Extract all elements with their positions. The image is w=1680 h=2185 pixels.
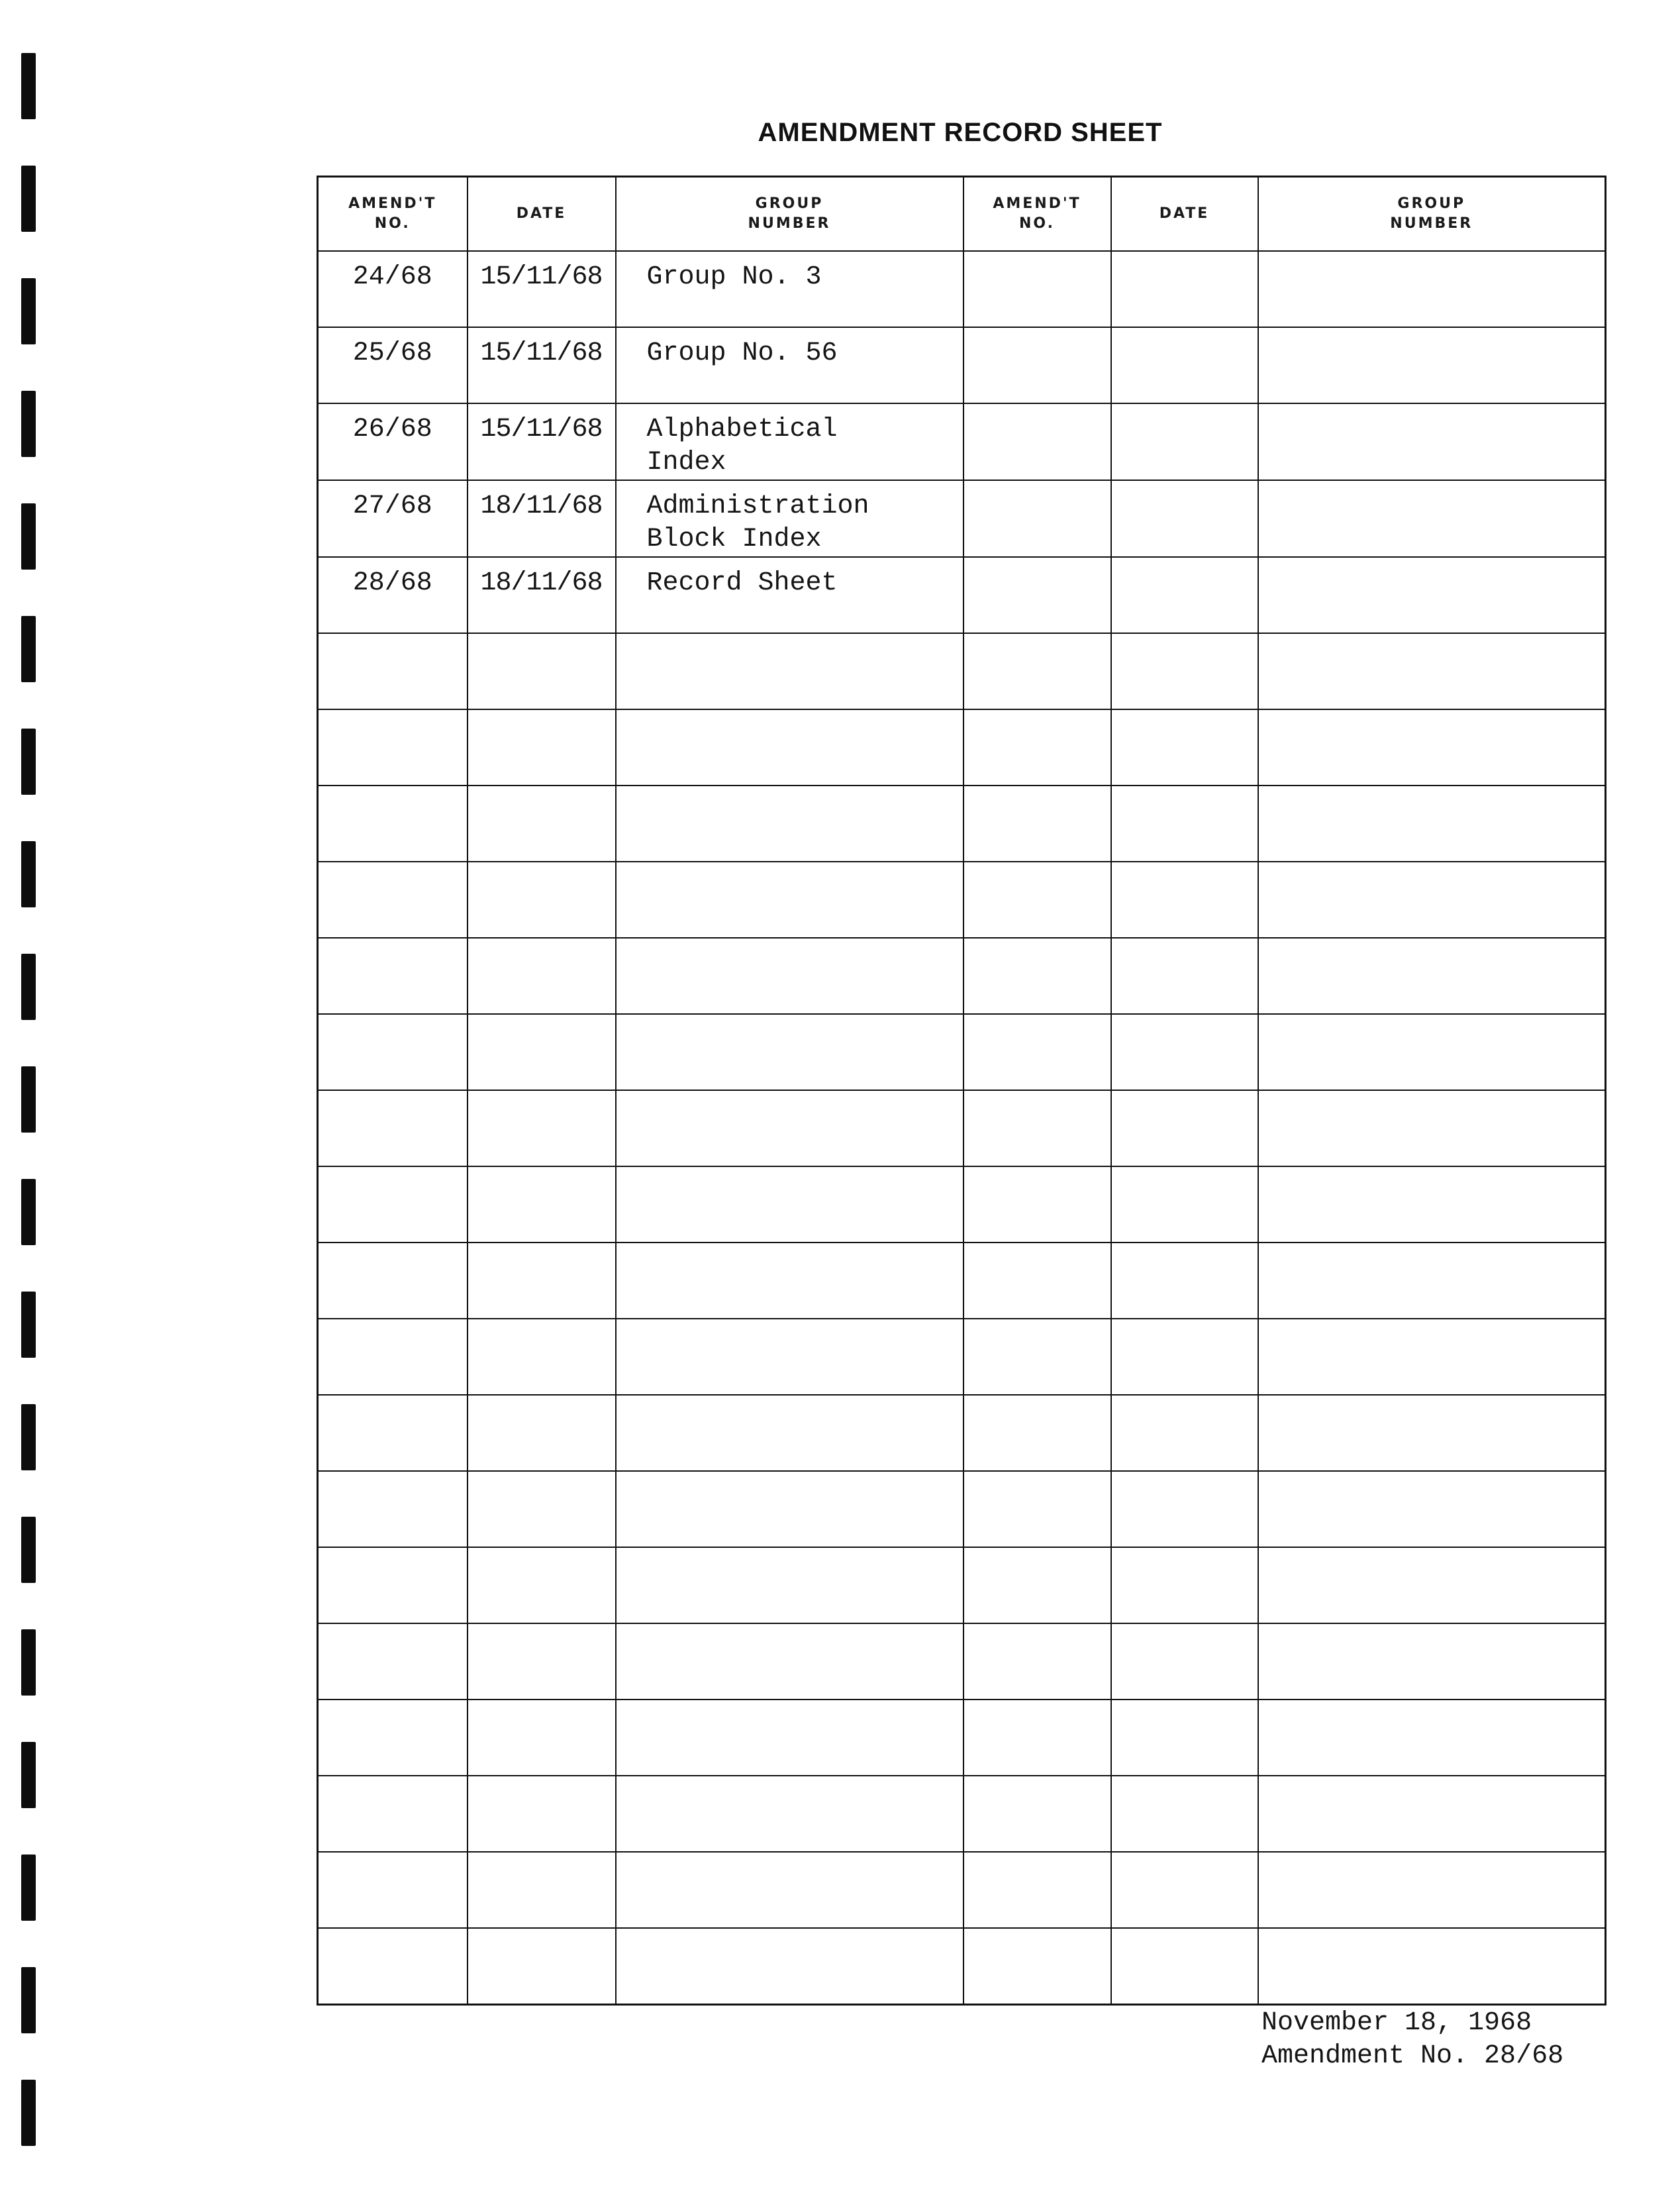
amend-no-cell-text: 27/68	[352, 491, 432, 521]
date-cell	[468, 403, 616, 480]
amend-no-cell-2	[964, 403, 1111, 480]
date-cell	[468, 1471, 616, 1547]
group-number-cell	[616, 1471, 964, 1547]
footer-date: November 18, 1968	[1261, 2008, 1532, 2038]
date-cell	[468, 1166, 616, 1243]
date-cell-2	[1111, 1700, 1258, 1776]
group-number-cell	[616, 786, 964, 862]
table-row	[318, 709, 1606, 786]
group-number-cell-2	[1258, 1090, 1606, 1166]
amend-no-cell-2	[964, 633, 1111, 709]
binding-hole	[21, 278, 36, 344]
group-number-cell-2	[1258, 403, 1606, 480]
date-cell-2	[1111, 1319, 1258, 1395]
amend-no-cell	[318, 1928, 468, 2005]
amend-no-cell	[318, 557, 468, 633]
amend-no-cell	[318, 1471, 468, 1547]
date-cell	[468, 938, 616, 1014]
table-row	[318, 557, 1606, 633]
binding-hole	[21, 954, 36, 1020]
group-number-cell	[616, 938, 964, 1014]
group-number-cell	[616, 633, 964, 709]
amend-no-cell	[318, 251, 468, 327]
date-cell-2	[1111, 709, 1258, 786]
group-number-cell-2	[1258, 1014, 1606, 1090]
binding-hole	[21, 503, 36, 570]
group-number-cell	[616, 1395, 964, 1471]
amend-no-cell-2	[964, 862, 1111, 938]
group-number-cell-2	[1258, 786, 1606, 862]
group-number-cell	[616, 1776, 964, 1852]
date-cell-text: 15/11/68	[480, 262, 603, 292]
amend-no-cell-2	[964, 938, 1111, 1014]
amend-no-cell-2	[964, 1395, 1111, 1471]
group-number-cell	[616, 251, 964, 327]
group-number-cell	[616, 1700, 964, 1776]
column-header-group-number-2: GROUP NUMBER	[1258, 177, 1606, 252]
binding-hole	[21, 1404, 36, 1470]
date-cell	[468, 1852, 616, 1928]
amend-no-cell-2	[964, 1700, 1111, 1776]
group-number-cell-2	[1258, 327, 1606, 403]
amend-no-cell-2	[964, 327, 1111, 403]
amend-no-cell	[318, 633, 468, 709]
amend-no-cell	[318, 786, 468, 862]
table-row	[318, 633, 1606, 709]
date-cell	[468, 1623, 616, 1700]
binding-hole	[21, 391, 36, 457]
amend-no-cell	[318, 862, 468, 938]
date-cell	[468, 1014, 616, 1090]
group-number-cell-2	[1258, 251, 1606, 327]
date-cell-text: 18/11/68	[480, 491, 603, 521]
group-number-cell-2	[1258, 1623, 1606, 1700]
group-number-cell-text: Record Sheet	[646, 568, 838, 598]
date-cell	[468, 709, 616, 786]
table-body	[318, 251, 1606, 2005]
amend-no-cell	[318, 1700, 468, 1776]
amend-no-cell	[318, 1319, 468, 1395]
group-number-cell-2	[1258, 1471, 1606, 1547]
date-cell-2	[1111, 480, 1258, 557]
table-row	[318, 1243, 1606, 1319]
column-header-amend-no-2: AMEND'T NO.	[964, 177, 1111, 252]
amend-no-cell-text: 24/68	[352, 262, 432, 292]
binding-hole	[21, 841, 36, 907]
binding-hole	[21, 166, 36, 232]
amend-no-cell	[318, 709, 468, 786]
amend-no-cell-text: 25/68	[352, 338, 432, 368]
amend-no-cell	[318, 1090, 468, 1166]
date-cell-2	[1111, 1547, 1258, 1623]
group-number-cell	[616, 1243, 964, 1319]
date-cell-2	[1111, 1928, 1258, 2005]
binding-hole	[21, 1066, 36, 1133]
group-number-cell	[616, 1319, 964, 1395]
table-row	[318, 1547, 1606, 1623]
group-number-cell-2	[1258, 1776, 1606, 1852]
table-row	[318, 938, 1606, 1014]
table-row	[318, 862, 1606, 938]
amend-no-cell	[318, 1395, 468, 1471]
column-header-group-number: GROUP NUMBER	[616, 177, 964, 252]
table-row	[318, 1395, 1606, 1471]
group-number-cell-2	[1258, 938, 1606, 1014]
group-number-cell-2	[1258, 1166, 1606, 1243]
date-cell-2	[1111, 1014, 1258, 1090]
amend-no-cell	[318, 327, 468, 403]
amendment-record-table	[317, 176, 1606, 2006]
footer-amendment-number: Amendment No. 28/68	[1261, 2041, 1564, 2071]
table-row	[318, 1852, 1606, 1928]
amend-no-cell-text: 28/68	[352, 568, 432, 598]
column-header-date-2: DATE	[1111, 177, 1258, 252]
group-number-cell-2	[1258, 557, 1606, 633]
amend-no-cell	[318, 1547, 468, 1623]
amend-no-cell	[318, 1243, 468, 1319]
date-cell	[468, 1319, 616, 1395]
amend-no-cell-2	[964, 709, 1111, 786]
amend-no-cell	[318, 480, 468, 557]
amend-no-cell-2	[964, 251, 1111, 327]
date-cell-2	[1111, 1090, 1258, 1166]
group-number-cell-text: Alphabetical Index	[646, 415, 838, 478]
table-row	[318, 403, 1606, 480]
page-title: AMENDMENT RECORD SHEET	[758, 118, 1163, 147]
date-cell-2	[1111, 862, 1258, 938]
table-row	[318, 1471, 1606, 1547]
amend-no-cell-2	[964, 1776, 1111, 1852]
group-number-cell	[616, 862, 964, 938]
date-cell-text: 15/11/68	[480, 338, 603, 368]
group-number-cell	[616, 1928, 964, 2005]
table-row	[318, 1319, 1606, 1395]
column-header-amend-no: AMEND'T NO.	[318, 177, 468, 252]
group-number-cell	[616, 327, 964, 403]
date-cell	[468, 786, 616, 862]
group-number-cell	[616, 1090, 964, 1166]
date-cell-text: 18/11/68	[480, 568, 603, 598]
date-cell	[468, 1776, 616, 1852]
group-number-cell	[616, 1014, 964, 1090]
table-row	[318, 1090, 1606, 1166]
binding-hole	[21, 53, 36, 119]
group-number-cell-2	[1258, 862, 1606, 938]
group-number-cell-2	[1258, 1547, 1606, 1623]
group-number-cell-2	[1258, 709, 1606, 786]
footer-note	[1261, 2007, 1563, 2073]
table-row	[318, 1700, 1606, 1776]
date-cell	[468, 1243, 616, 1319]
table-header-row	[318, 177, 1606, 252]
table-row	[318, 327, 1606, 403]
column-header-date: DATE	[468, 177, 616, 252]
date-cell-2	[1111, 1243, 1258, 1319]
group-number-cell-2	[1258, 480, 1606, 557]
table-row	[318, 1623, 1606, 1700]
binding-hole	[21, 1967, 36, 2033]
amend-no-cell-2	[964, 1471, 1111, 1547]
date-cell	[468, 327, 616, 403]
amend-no-cell-2	[964, 1623, 1111, 1700]
binding-hole	[21, 1855, 36, 1921]
date-cell-2	[1111, 1471, 1258, 1547]
table-row	[318, 786, 1606, 862]
table-row	[318, 251, 1606, 327]
date-cell	[468, 1700, 616, 1776]
amend-no-cell-2	[964, 1928, 1111, 2005]
date-cell	[468, 557, 616, 633]
amend-no-cell	[318, 938, 468, 1014]
amend-no-cell-text: 26/68	[352, 415, 432, 444]
date-cell	[468, 633, 616, 709]
amend-no-cell-2	[964, 1166, 1111, 1243]
table-row	[318, 1166, 1606, 1243]
group-number-cell	[616, 403, 964, 480]
amend-no-cell-2	[964, 1014, 1111, 1090]
date-cell-2	[1111, 1166, 1258, 1243]
amend-no-cell-2	[964, 480, 1111, 557]
date-cell-2	[1111, 938, 1258, 1014]
group-number-cell	[616, 1852, 964, 1928]
binding-hole	[21, 1742, 36, 1808]
binding-hole	[21, 1629, 36, 1696]
table-row	[318, 1928, 1606, 2005]
group-number-cell-2	[1258, 1319, 1606, 1395]
binding-hole	[21, 2080, 36, 2146]
date-cell	[468, 1395, 616, 1471]
amend-no-cell-2	[964, 1243, 1111, 1319]
group-number-cell-text: Group No. 3	[646, 262, 822, 292]
group-number-cell-2	[1258, 1243, 1606, 1319]
date-cell-2	[1111, 1395, 1258, 1471]
amend-no-cell-2	[964, 786, 1111, 862]
date-cell-2	[1111, 1776, 1258, 1852]
binding-hole	[21, 616, 36, 682]
group-number-cell-2	[1258, 1700, 1606, 1776]
binding-hole	[21, 1179, 36, 1245]
date-cell-2	[1111, 1623, 1258, 1700]
table-row	[318, 480, 1606, 557]
date-cell-2	[1111, 786, 1258, 862]
group-number-cell	[616, 480, 964, 557]
amend-no-cell	[318, 1852, 468, 1928]
table-row	[318, 1014, 1606, 1090]
date-cell-2	[1111, 633, 1258, 709]
table-row	[318, 1776, 1606, 1852]
amend-no-cell-2	[964, 557, 1111, 633]
amend-no-cell-2	[964, 1547, 1111, 1623]
group-number-cell	[616, 1547, 964, 1623]
amend-no-cell	[318, 403, 468, 480]
date-cell-text: 15/11/68	[480, 415, 603, 444]
date-cell-2	[1111, 557, 1258, 633]
date-cell	[468, 480, 616, 557]
binding-hole	[21, 1517, 36, 1583]
date-cell-2	[1111, 403, 1258, 480]
amend-no-cell-2	[964, 1090, 1111, 1166]
date-cell	[468, 1928, 616, 2005]
amend-no-cell	[318, 1014, 468, 1090]
amend-no-cell	[318, 1166, 468, 1243]
binding-hole	[21, 729, 36, 795]
amend-no-cell-2	[964, 1319, 1111, 1395]
group-number-cell	[616, 1166, 964, 1243]
group-number-cell-2	[1258, 1395, 1606, 1471]
date-cell	[468, 251, 616, 327]
binding-hole	[21, 1292, 36, 1358]
group-number-cell-text: Group No. 56	[646, 338, 838, 368]
date-cell	[468, 1547, 616, 1623]
date-cell-2	[1111, 251, 1258, 327]
group-number-cell-text: Administration Block Index	[646, 491, 869, 554]
amend-no-cell-2	[964, 1852, 1111, 1928]
date-cell	[468, 1090, 616, 1166]
group-number-cell	[616, 557, 964, 633]
date-cell-2	[1111, 1852, 1258, 1928]
amend-no-cell	[318, 1623, 468, 1700]
binding-strip	[21, 0, 36, 2185]
date-cell-2	[1111, 327, 1258, 403]
amend-no-cell	[318, 1776, 468, 1852]
group-number-cell	[616, 709, 964, 786]
group-number-cell	[616, 1623, 964, 1700]
group-number-cell-2	[1258, 633, 1606, 709]
date-cell	[468, 862, 616, 938]
group-number-cell-2	[1258, 1928, 1606, 2005]
group-number-cell-2	[1258, 1852, 1606, 1928]
